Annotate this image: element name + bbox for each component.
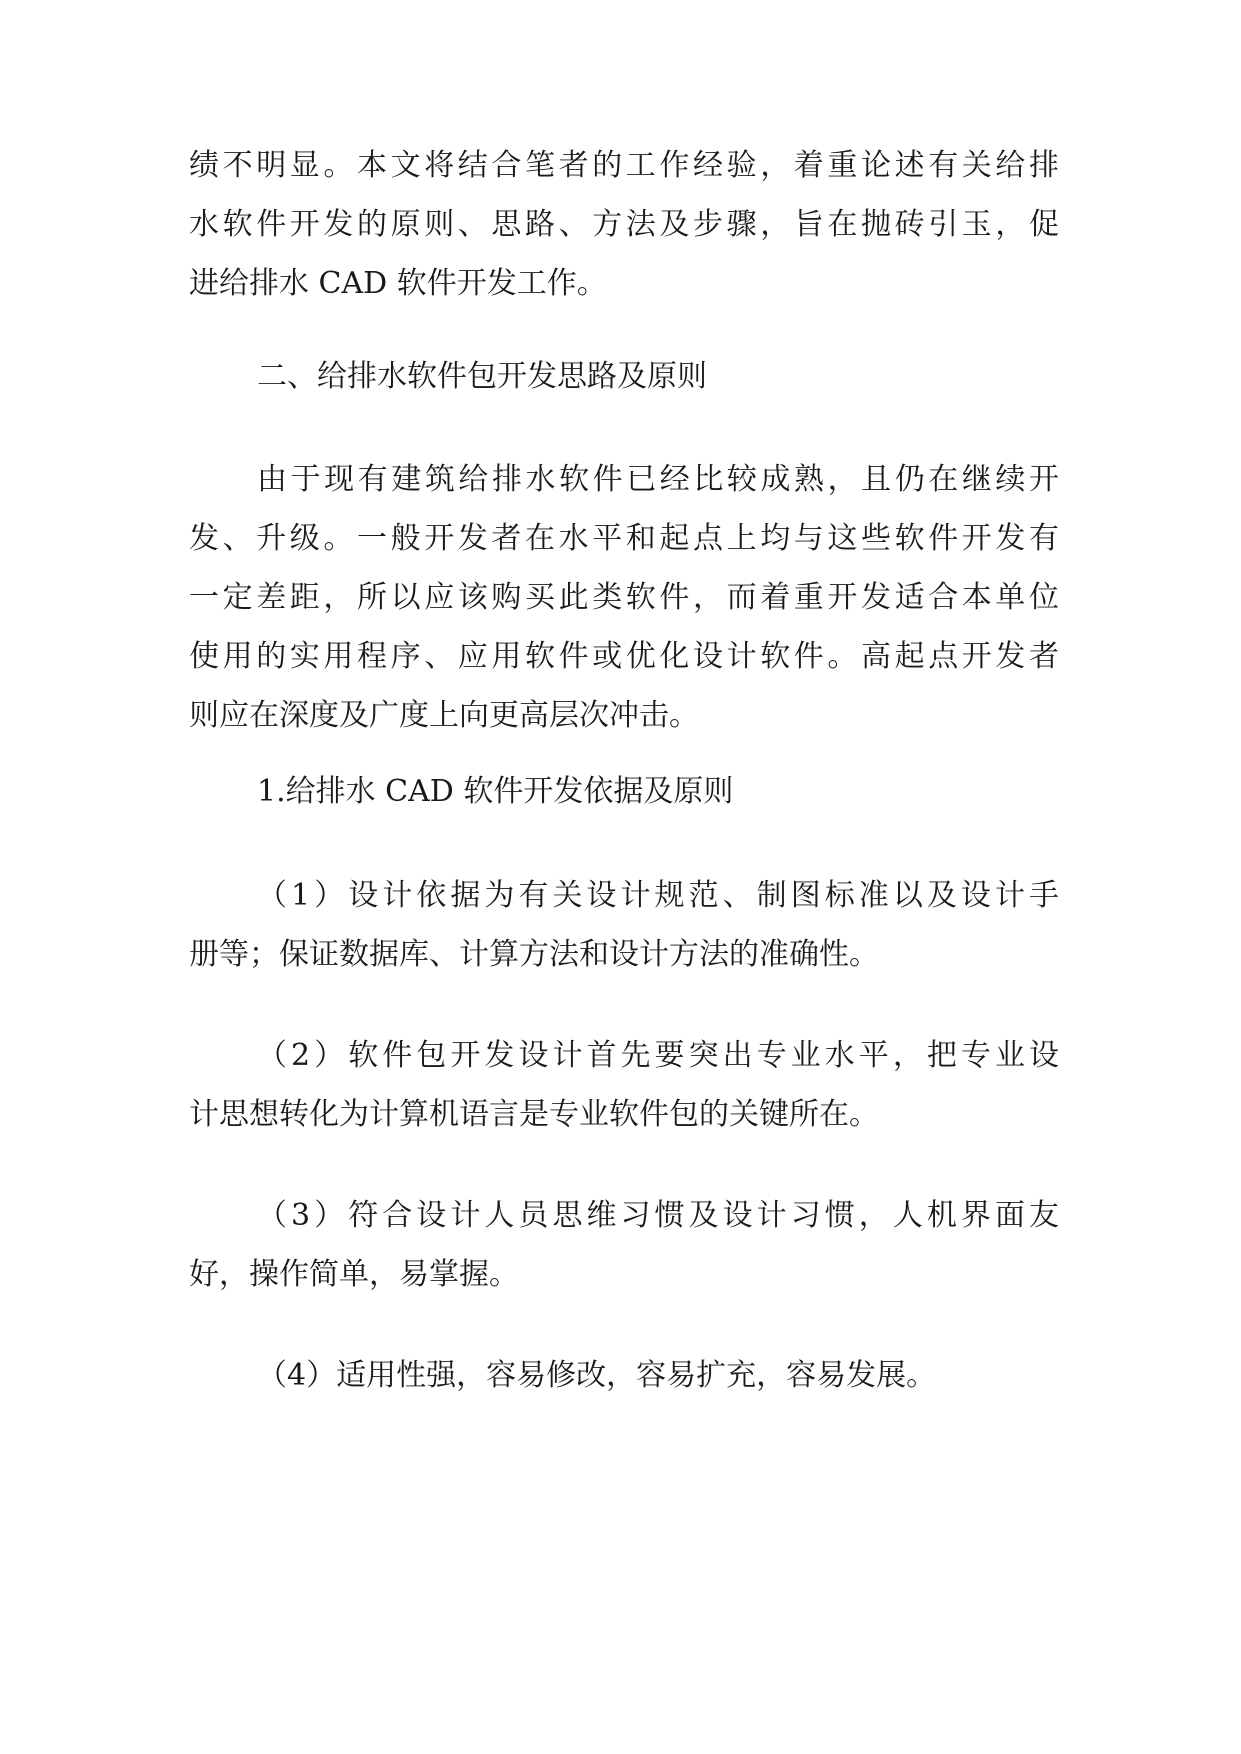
- text-line: 进给排水 CAD 软件开发工作。: [189, 266, 607, 301]
- paragraph-section-2-body: [189, 450, 1059, 745]
- text-line: （3）符合设计人员思维习惯及设计习惯，人机界面友: [257, 1198, 1059, 1233]
- text-line: 计思想转化为计算机语言是专业软件包的关键所在。: [189, 1097, 879, 1132]
- list-item-1: [189, 866, 1059, 984]
- text-line: 发、升级。一般开发者在水平和起点上均与这些软件开发有: [189, 521, 1059, 556]
- text-line: 则应在深度及广度上向更高层次冲击。: [189, 698, 699, 733]
- text-line: 好，操作简单，易掌握。: [189, 1257, 519, 1292]
- subheading: [189, 762, 1059, 821]
- list-item-4: [189, 1346, 1059, 1405]
- text-line: 使用的实用程序、应用软件或优化设计软件。高起点开发者: [189, 639, 1059, 674]
- text-line: 由于现有建筑给排水软件已经比较成熟，且仍在继续开: [257, 462, 1059, 497]
- text-line: （4）适用性强，容易修改，容易扩充，容易发展。: [257, 1358, 937, 1393]
- paragraph-intro-continuation: [189, 136, 1059, 313]
- text-line: （2）软件包开发设计首先要突出专业水平，把专业设: [257, 1038, 1059, 1073]
- text-line: 绩不明显。本文将结合笔者的工作经验，着重论述有关给排: [189, 148, 1059, 183]
- heading-text: 二、给排水软件包开发思路及原则: [257, 359, 707, 394]
- text-line: 册等；保证数据库、计算方法和设计方法的准确性。: [189, 937, 879, 972]
- text-line: （1）设计依据为有关设计规范、制图标准以及设计手: [257, 878, 1059, 913]
- subheading-text: 1.给排水 CAD 软件开发依据及原则: [257, 774, 734, 809]
- list-item-3: [189, 1186, 1059, 1304]
- list-item-2: [189, 1026, 1059, 1144]
- text-line: 水软件开发的原则、思路、方法及步骤，旨在抛砖引玉，促: [189, 207, 1059, 242]
- text-line: 一定差距，所以应该购买此类软件，而着重开发适合本单位: [189, 580, 1059, 615]
- section-heading: [189, 347, 1059, 406]
